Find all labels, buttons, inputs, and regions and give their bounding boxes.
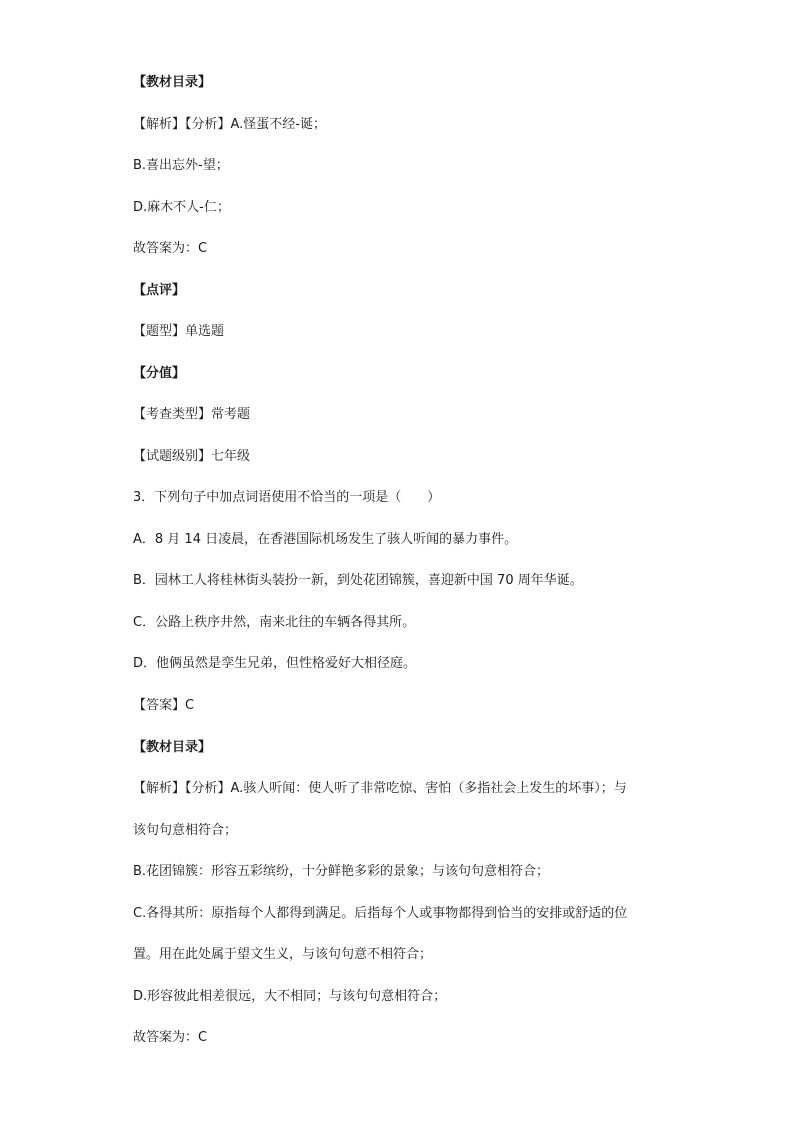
analysis-line: B.喜出忘外-望； [133, 158, 229, 173]
analysis-line: 【解析】【分析】A.骇人听闻：使人听了非常吃惊、害怕（多指社会上发生的坏事）；与 [133, 781, 627, 796]
option-d: D．他俩虽然是孪生兄弟，但性格爱好大相径庭。 [133, 656, 417, 671]
analysis-line: D.麻木不人-仁； [133, 200, 230, 215]
section-heading: 【教材目录】 [133, 75, 212, 90]
analysis-line: 该句句意相符合； [133, 823, 238, 838]
section-heading: 【分值】 [133, 366, 186, 381]
option-b: B．园林工人将桂林街头装扮一新，到处花团锦簇，喜迎新中国 70 周年华诞。 [133, 573, 583, 588]
analysis-line: 置。用在此处属于望文生义，与该句句意不相符合； [133, 947, 433, 962]
section-heading: 【点评】 [133, 283, 186, 298]
analysis-line: D.形容彼此相差很远，大不相同；与该句句意相符合； [133, 989, 447, 1004]
section-heading: 【教材目录】 [133, 740, 212, 755]
analysis-line: 【解析】【分析】A.怪蛋不经-诞； [133, 117, 326, 132]
answer-line: 【答案】C [133, 698, 195, 713]
meta-line: 【考查类型】常考题 [133, 407, 251, 422]
analysis-line: B.花团锦簇：形容五彩缤纷，十分鲜艳多彩的景象；与该句句意相符合； [133, 864, 550, 879]
option-c: C．公路上秩序井然，南来北往的车辆各得其所。 [133, 615, 416, 630]
meta-line: 【题型】单选题 [133, 324, 225, 339]
option-a: A．8 月 14 日凌晨，在香港国际机场发生了骇人听闻的暴力事件。 [133, 532, 518, 547]
answer-line: 故答案为：C [133, 241, 208, 256]
answer-line: 故答案为：C [133, 1030, 208, 1045]
analysis-line: C.各得其所：原指每个人都得到满足。后指每个人或事物都得到恰当的安排或舒适的位 [133, 906, 628, 921]
meta-line: 【试题级别】七年级 [133, 449, 251, 464]
question-stem: 3．下列句子中加点词语使用不恰当的一项是（ ） [133, 490, 441, 505]
